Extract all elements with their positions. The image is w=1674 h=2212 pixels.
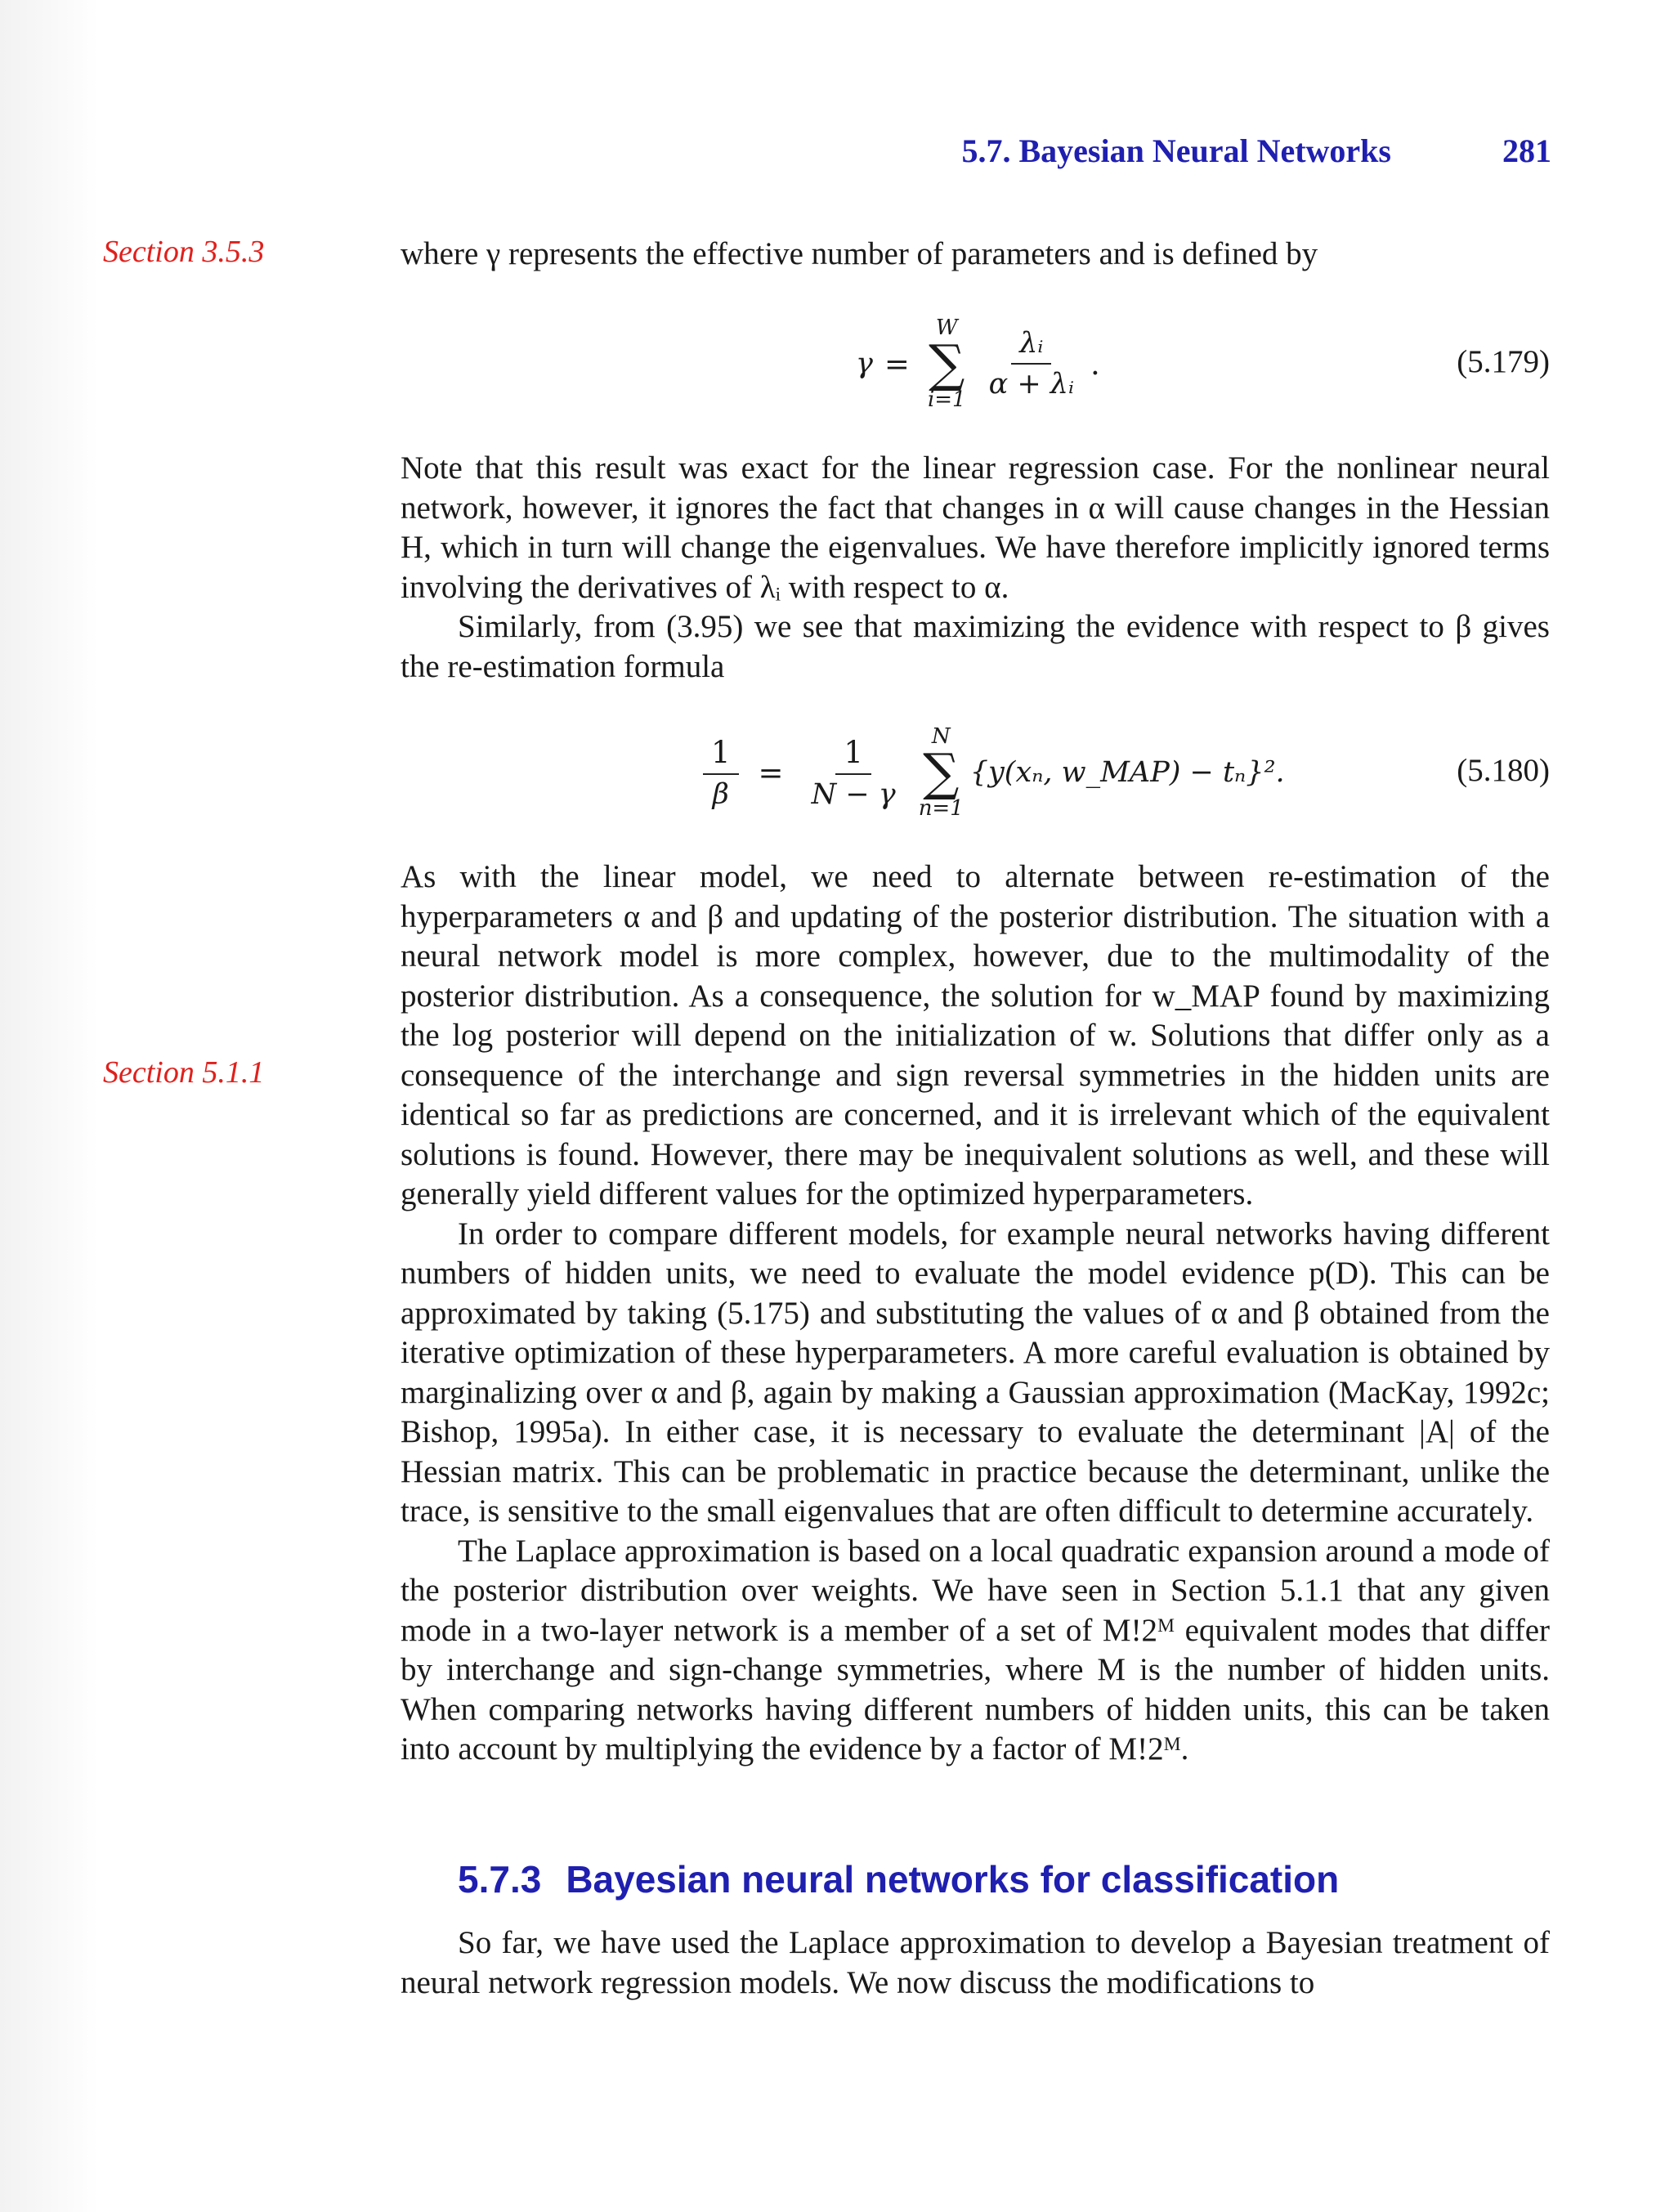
- section-heading-number: 5.7.3: [458, 1858, 542, 1901]
- eq180-rhs-num: 1: [835, 735, 871, 775]
- eq179-equals: =: [884, 346, 910, 382]
- summation-icon: ∑: [923, 742, 960, 802]
- intro-line: where γ represents the effective number of parameters and is defined by: [401, 236, 1318, 271]
- eq179-denominator: α + λᵢ: [988, 368, 1075, 401]
- eq180-rhs-fraction: [803, 735, 904, 811]
- running-head: [961, 129, 1551, 172]
- eq179-fraction: [981, 327, 1082, 401]
- scan-shadow: [0, 0, 98, 2212]
- margin-note-section-3-5-3: Section 3.5.3: [103, 235, 265, 269]
- page-number: 281: [1502, 132, 1551, 169]
- eq179-period: .: [1090, 346, 1100, 382]
- eq180-lhs-den: β: [712, 777, 729, 811]
- body-block-3: [401, 1923, 1550, 2003]
- eq180-lhs-num: 1: [703, 735, 739, 775]
- paragraph-4: In order to compare different models, for example neural networks having different numbers of hidden units, we need to evaluate the model evidence p(D). This can be approximated by taking (5.175) and substituting the values of α and β obtained from the iterative optimization of these hyperparameters. A more careful evaluation is obtained by marginalizing over α and β, again by making a Gaussian approximation (MacKay, 1992c; Bishop, 1995a). In either case, it is necessary to evaluate the determinant |A| of the Hessian matrix. This can be problematic in practice because the determinant, unlike the trace, is sensitive to the small eigenvalues that are often difficult to determine accurately.: [401, 1216, 1550, 1529]
- running-head-title: 5.7. Bayesian Neural Networks: [961, 132, 1391, 169]
- eq180-number: (5.180): [1457, 753, 1550, 788]
- section-heading: [458, 1857, 1339, 1901]
- eq179-numerator: λᵢ: [1011, 327, 1051, 365]
- margin-note-section-5-1-1: Section 5.1.1: [103, 1055, 265, 1090]
- body-block-1: [401, 449, 1550, 687]
- eq180-rhs-den: N − γ: [811, 777, 896, 811]
- eq179-lhs: γ: [856, 347, 873, 380]
- eq180-sum: [919, 726, 964, 819]
- eq179-sum: [928, 317, 966, 410]
- eq180-equals: =: [758, 754, 784, 790]
- body-block-2: [401, 857, 1550, 1770]
- eq180-lhs-fraction: [703, 735, 739, 811]
- section-heading-title: Bayesian neural networks for classification: [566, 1858, 1340, 1901]
- paragraph-3: As with the linear model, we need to alternate between re-estimation of the hyperparameters α and β and updating of the posterior distribution. The situation with a neural network model is more complex, however, due to the multimodality of the posterior distribution. As a consequence, the solution for w_MAP found by maximizing the log posterior will depend on the initialization of w. Solutions that differ only as a consequence of the interchange and sign reversal symmetries in the hidden units are identical so far as predictions are concerned, and it is irrelevant which of the equivalent solutions is found. However, there may be inequivalent solutions as well, and these will generally yield different values for the optimized hyperparameters.: [401, 859, 1550, 1211]
- summation-icon: ∑: [929, 334, 965, 393]
- eq180-sum-upper: N: [931, 724, 951, 749]
- eq180-summand: {y(xₙ, w_MAP) − tₙ}².: [969, 756, 1285, 789]
- equation-5-180: [401, 711, 1550, 834]
- eq179-number: (5.179): [1457, 344, 1550, 379]
- eq179-sum-lower: i=1: [927, 387, 966, 412]
- eq179-sum-upper: W: [935, 316, 958, 340]
- paragraph-1: Note that this result was exact for the linear regression case. For the nonlinear neural network, however, it ignores the fact that changes in α will cause changes in the Hessian H, which in turn will change the eigenvalues. We have therefore implicitly ignored terms involving the derivatives of λᵢ with respect to α.: [401, 450, 1550, 605]
- equation-5-179: [401, 302, 1550, 425]
- eq180-sum-lower: n=1: [918, 796, 964, 821]
- paragraph-6: So far, we have used the Laplace approximation to develop a Bayesian treatment of neural network regression models. We now discuss the modifications to: [401, 1925, 1550, 2000]
- paragraph-5: The Laplace approximation is based on a local quadratic expansion around a mode of the posterior distribution over weights. We have seen in Section 5.1.1 that any given mode in a two-layer network is a member of a set of M!2ᴹ equivalent modes that differ by interchange and sign-change symmetries, where M is the number of hidden units. When comparing networks having different numbers of hidden units, this can be taken into account by multiplying the evidence by a factor of M!2ᴹ.: [401, 1533, 1550, 1766]
- paragraph-2: Similarly, from (3.95) we see that maximizing the evidence with respect to β gives the re-estimation formula: [401, 609, 1550, 684]
- intro-line-block: [401, 235, 1550, 275]
